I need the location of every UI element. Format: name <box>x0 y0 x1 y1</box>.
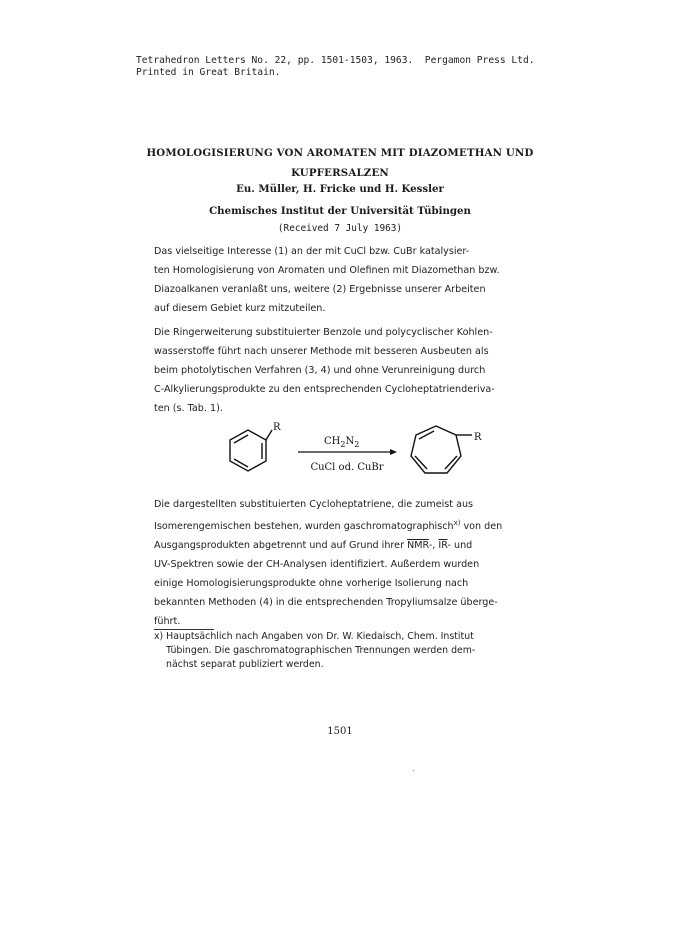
journal-header <box>136 55 535 79</box>
article-title-line-1: HOMOLOGISIERUNG VON AROMATEN MIT DIAZOMETHAN UND <box>146 147 534 159</box>
received-date: (Received 7 July 1963) <box>277 223 403 234</box>
paragraph-2-line: beim photolytischen Verfahren (3, 4) und ohne Verunreinigung durch <box>154 365 486 376</box>
paragraph-3-line: Isomerengemischen bestehen, wurden gaschromatographisch$^{x)}$ von den <box>154 519 503 533</box>
footnote <box>154 630 554 672</box>
paragraph-3-line: Ausgangsprodukten abgetrennt und auf Grund ihrer $\overline{NMR}-$, $\overline{IR}-$ und <box>154 540 473 552</box>
paragraph-2-line: ten (s. Tab. 1). <box>154 403 223 414</box>
paragraph-2-line: Die Ringerweiterung substituierter Benzole und polycyclischer Kohlen- <box>154 327 493 338</box>
paragraph-3-line: bekannten Methoden (4) in die entsprechenden Tropyliumsalze überge- <box>154 597 498 609</box>
footnote-marker: x) <box>453 519 461 527</box>
reaction-arrow <box>298 449 397 455</box>
paragraph-3-line: einige Homologisierungsprodukte ohne vorherige Isolierung nach <box>154 578 469 590</box>
paragraph-3 <box>154 495 540 631</box>
reactant-substituent-label: R <box>273 422 281 433</box>
authors: Eu. Müller, H. Fricke und H. Kessler <box>236 183 444 195</box>
institution: Chemisches Institut der Universität Tübingen <box>209 205 471 217</box>
paragraph-1 <box>154 242 540 318</box>
cycloheptatriene-ring-structure <box>411 426 472 473</box>
paragraph-2-line: wasserstoffe führt nach unserer Methode mit besseren Ausbeuten als <box>154 346 489 357</box>
paragraph-1-line: auf diesem Gebiet kurz mitzuteilen. <box>154 303 326 314</box>
paragraph-3-line: führt. <box>154 616 181 628</box>
benzene-double-bond <box>234 459 248 467</box>
benzene-ring-structure <box>230 430 272 471</box>
article-title <box>120 143 560 183</box>
paragraph-2-line: C-Alkylierungsprodukte zu den entsprechenden Cycloheptatrienderiva- <box>154 384 495 395</box>
paragraph-3-line: UV-Spektren sowie der CH-Analysen identifiziert. Außerdem wurden <box>154 559 480 571</box>
paragraph-1-line: ten Homologisierung von Aromaten und Olefinen mit Diazomethan bzw. <box>154 265 500 276</box>
reagent-formula: $CH_2N_2$ <box>324 436 360 449</box>
article-title-line-2: KUPFERSALZEN <box>291 167 389 179</box>
benzene-hexagon <box>230 430 266 471</box>
paragraph-1-line: Das vielseitige Interesse (1) an der mit CuCl bzw. CuBr katalysier- <box>154 246 470 257</box>
scan-speck <box>413 770 414 771</box>
paragraph-3-line: Die dargestellten substituierten Cycloheptatriene, die zumeist aus <box>154 499 474 510</box>
cycloheptatriene-heptagon <box>411 426 461 473</box>
paragraph-1-line: Diazoalkanen veranlaßt uns, weitere (2) Ergebnisse unserer Arbeiten <box>154 284 486 295</box>
journal-header-line-2: Printed in Great Britain. <box>136 67 281 78</box>
journal-header-line-1: Tetrahedron Letters No. 22, pp. 1501-1503, 1963. Pergamon Press Ltd. <box>136 55 535 66</box>
page-number: 1501 <box>327 726 353 737</box>
paragraph-2 <box>154 323 540 418</box>
catalyst-label: CuCl od. CuBr <box>310 462 384 473</box>
product-substituent-label: R <box>474 432 482 443</box>
reaction-scheme <box>200 414 500 504</box>
footnote-line: x) Hauptsächlich nach Angaben von Dr. W. Kiedaisch, Chem. Institut <box>154 631 474 642</box>
substituent-bond <box>266 430 272 440</box>
footnote-line: Tübingen. Die gaschromatographischen Trennungen werden dem- <box>166 645 476 656</box>
footnote-line: nächst separat publiziert werden. <box>166 659 324 670</box>
